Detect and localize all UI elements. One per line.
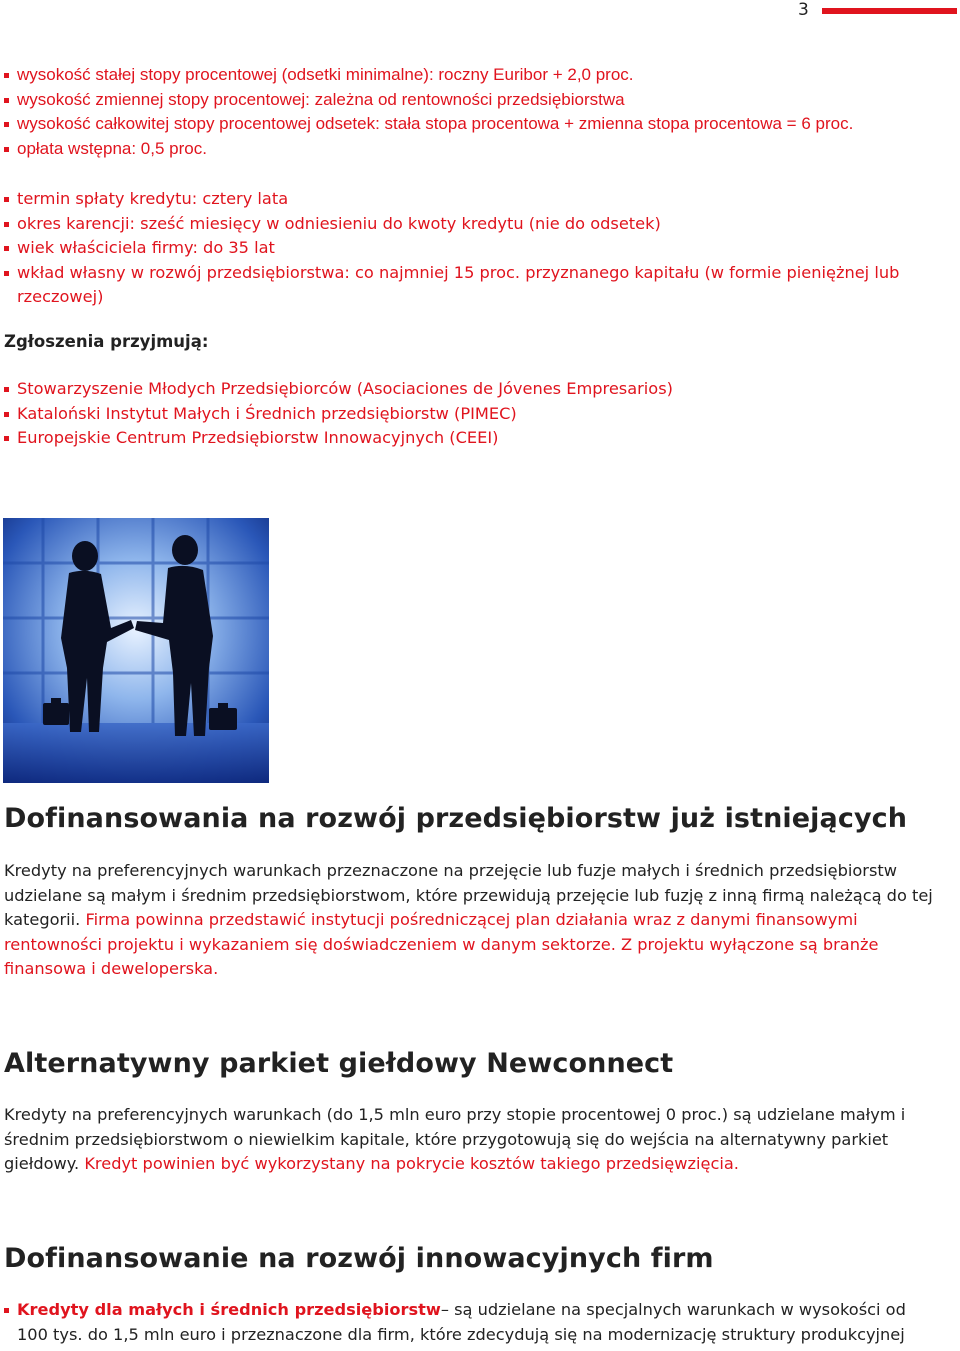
list-item: Europejskie Centrum Przedsiębiorstw Innowacyjnych (CEEI) — [4, 426, 939, 451]
page-number: 3 — [798, 0, 809, 20]
list-item: okres karencji: sześć miesięcy w odniesieniu do kwoty kredytu (nie do odsetek) — [4, 212, 939, 237]
list-item: wysokość zmiennej stopy procentowej: zależna od rentowności przedsiębiorstwa — [4, 88, 939, 113]
bullet-square-icon — [4, 147, 9, 152]
bullet-square-icon — [4, 271, 9, 276]
bullet-square-icon — [4, 412, 9, 417]
list-item: Stowarzyszenie Młodych Przedsiębiorców (Asociaciones de Jóvenes Empresarios) — [4, 377, 939, 402]
section-body-newconnect: Kredyty na preferencyjnych warunkach (do 1,5 mln euro przy stopie procentowej 0 proc.) są udzielane małym i średnim przedsiębiorstwom o niewielkim kapitale, które przygotowują się do wejścia na alternatywny parkiet giełdowy. Kredyt powinien być wykorzystany na pokrycie kosztów takiego przedsięwzięcia. — [4, 1105, 906, 1174]
bullet-square-icon — [4, 98, 9, 103]
bullet-square-icon — [4, 222, 9, 227]
section-title-existing-companies: Dofinansowania na rozwój przedsiębiorstw już istniejących — [4, 803, 908, 834]
bullet-square-icon — [4, 73, 9, 78]
section-title-newconnect: Alternatywny parkiet giełdowy Newconnect — [4, 1048, 674, 1079]
handshake-photo — [3, 518, 269, 783]
list-item: wysokość całkowitej stopy procentowej odsetek: stała stopa procentowa + zmienna stopa procentowa = 6 proc. — [4, 112, 939, 137]
bullet-square-icon — [4, 387, 9, 392]
section-title-innovative-companies: Dofinansowanie na rozwój innowacyjnych firm — [4, 1243, 714, 1274]
list-item: wkład własny w rozwój przedsiębiorstwa: co najmniej 15 proc. przyznanego kapitału (w formie pieniężnej lub rzeczowej) — [4, 261, 939, 310]
bullet-square-icon — [4, 122, 9, 127]
institutions-list — [4, 377, 939, 451]
bullet-square-icon — [4, 197, 9, 202]
bullet-square-icon — [4, 246, 9, 251]
loan-terms-list — [4, 63, 939, 161]
bullet-square-icon — [4, 1308, 9, 1313]
loan-conditions-list — [4, 187, 939, 310]
list-item: Kredyty dla małych i średnich przedsiębiorstw– są udzielane na specjalnych warunkach w wysokości od 100 tys. do 1,5 mln euro i przeznaczone dla firm, które zdecydują się na modernizację struktury produkcyjnej — [4, 1298, 939, 1347]
innovation-credit-list — [4, 1298, 939, 1347]
applications-heading: Zgłoszenia przyjmują: — [4, 332, 209, 351]
header-accent-bar — [822, 8, 957, 14]
list-item: wiek właściciela firmy: do 35 lat — [4, 236, 939, 261]
bullet-square-icon — [4, 436, 9, 441]
list-item: opłata wstępna: 0,5 proc. — [4, 137, 939, 162]
section-body-existing-companies: Kredyty na preferencyjnych warunkach przeznaczone na przejęcie lub fuzje małych i średnich przedsiębiorstw udzielane są małym i średnim przedsiębiorstwom, które przewidują przejęcie lub fuzję z inną firmą należącą do tej kategorii. Firma powinna przedstawić instytucji pośredniczącej plan działania wraz z danymi finansowymi rentowności projektu i wykazaniem się doświadczeniem w danym sektorze. Z projektu wyłączone są branże finansowa i deweloperska. — [4, 861, 933, 979]
list-item: termin spłaty kredytu: cztery lata — [4, 187, 939, 212]
list-item: wysokość stałej stopy procentowej (odsetki minimalne): roczny Euribor + 2,0 proc. — [4, 63, 939, 88]
list-item: Kataloński Instytut Małych i Średnich przedsiębiorstw (PIMEC) — [4, 402, 939, 427]
